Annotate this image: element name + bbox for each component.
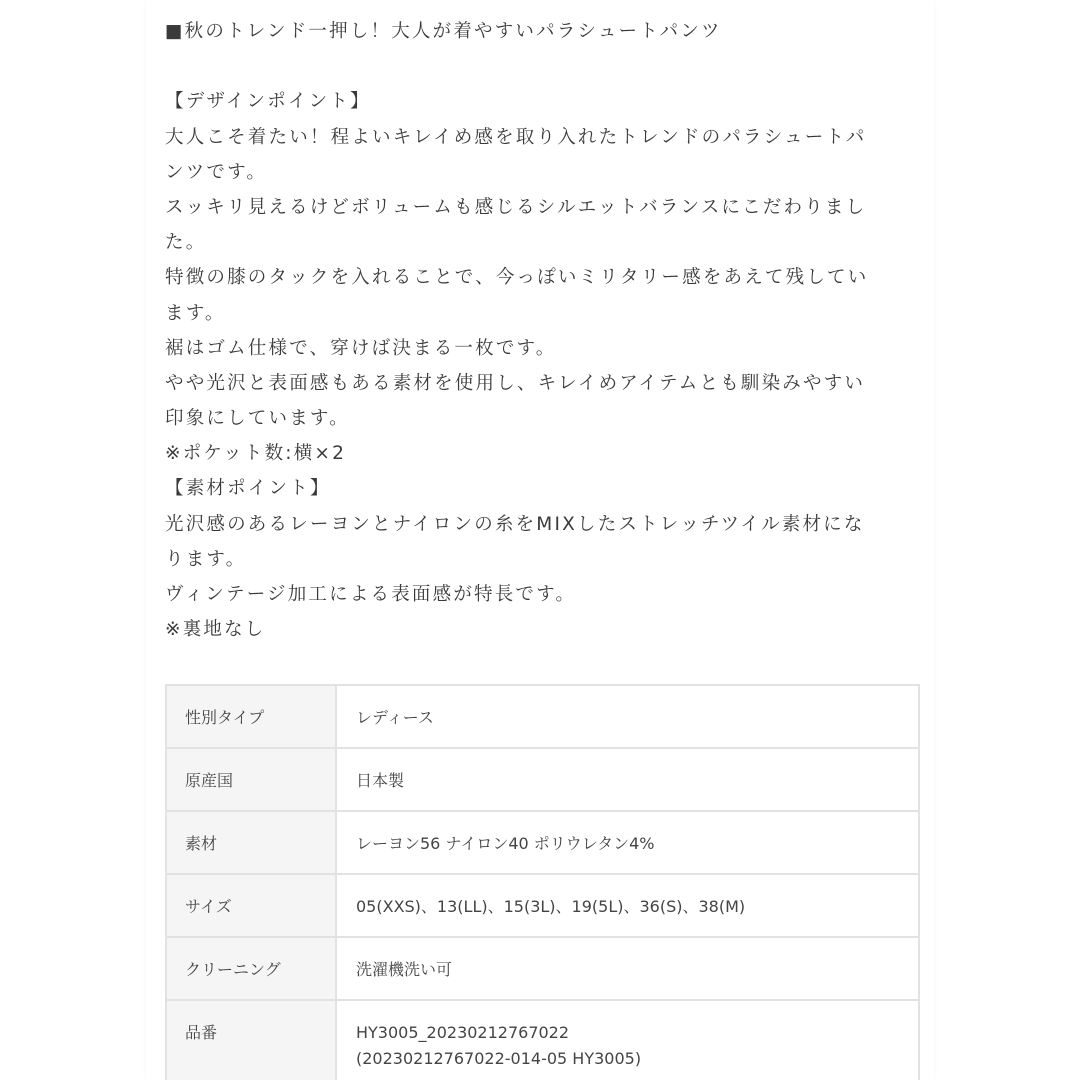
lining-note: ※裏地なし	[165, 619, 266, 641]
spec-value: レーヨン56 ナイロン40 ポリウレタン4%	[336, 811, 919, 874]
spec-value: 洗濯機洗い可	[336, 937, 919, 1000]
item-number: HY3005_20230212767022	[356, 1023, 570, 1042]
pocket-note: ※ポケット数:横×2	[165, 443, 347, 465]
spec-row-material	[166, 811, 919, 874]
spec-label: 素材	[166, 811, 336, 874]
description-line: ます。	[165, 302, 226, 324]
description-line: 光沢感のあるレーヨンとナイロンの糸をMIXしたストレッチツイル素材にな	[165, 513, 865, 535]
spacer	[165, 49, 925, 84]
spec-row-item-number	[166, 1000, 919, 1080]
spec-row-gender	[166, 685, 919, 748]
spec-label: クリーニング	[166, 937, 336, 1000]
product-description	[165, 14, 925, 647]
description-line: スッキリ見えるけどボリュームも感じるシルエットバランスにこだわりまし	[165, 196, 867, 218]
description-line: ンツです。	[165, 161, 268, 183]
spec-row-cleaning	[166, 937, 919, 1000]
spec-value: レディース	[336, 685, 919, 748]
spec-row-size	[166, 874, 919, 937]
description-line: ります。	[165, 548, 247, 570]
spec-value: 日本製	[336, 748, 919, 811]
description-line: 特徴の膝のタックを入れることで、今っぽいミリタリー感をあえて残してい	[165, 267, 869, 289]
headline: ■秋のトレンド一押し！大人が着やすいパラシュートパンツ	[165, 21, 722, 42]
spec-value: 05(XXS)、13(LL)、15(3L)、19(5L)、36(S)、38(M)	[336, 874, 919, 937]
spec-label: サイズ	[166, 874, 336, 937]
section-heading-material: 【素材ポイント】	[165, 478, 331, 500]
description-line: 裾はゴム仕様で、穿けば決まる一枚です。	[165, 337, 557, 359]
spec-label: 品番	[166, 1000, 336, 1080]
spec-table	[165, 684, 920, 1080]
description-line: 印象にしています。	[165, 408, 350, 430]
spec-row-origin	[166, 748, 919, 811]
spec-label: 原産国	[166, 748, 336, 811]
item-number-detail: (20230212767022-014-05 HY3005)	[356, 1049, 642, 1068]
description-line: ヴィンテージ加工による表面感が特長です。	[165, 584, 577, 605]
spec-label: 性別タイプ	[166, 685, 336, 748]
description-line: 大人こそ着たい！程よいキレイめ感を取り入れたトレンドのパラシュートパ	[165, 126, 867, 148]
description-line: た。	[165, 232, 207, 254]
section-heading-design: 【デザインポイント】	[165, 91, 371, 113]
spec-value	[336, 1000, 919, 1080]
description-line: やや光沢と表面感もある素材を使用し、キレイめアイテムとも馴染みやすい	[165, 372, 866, 394]
